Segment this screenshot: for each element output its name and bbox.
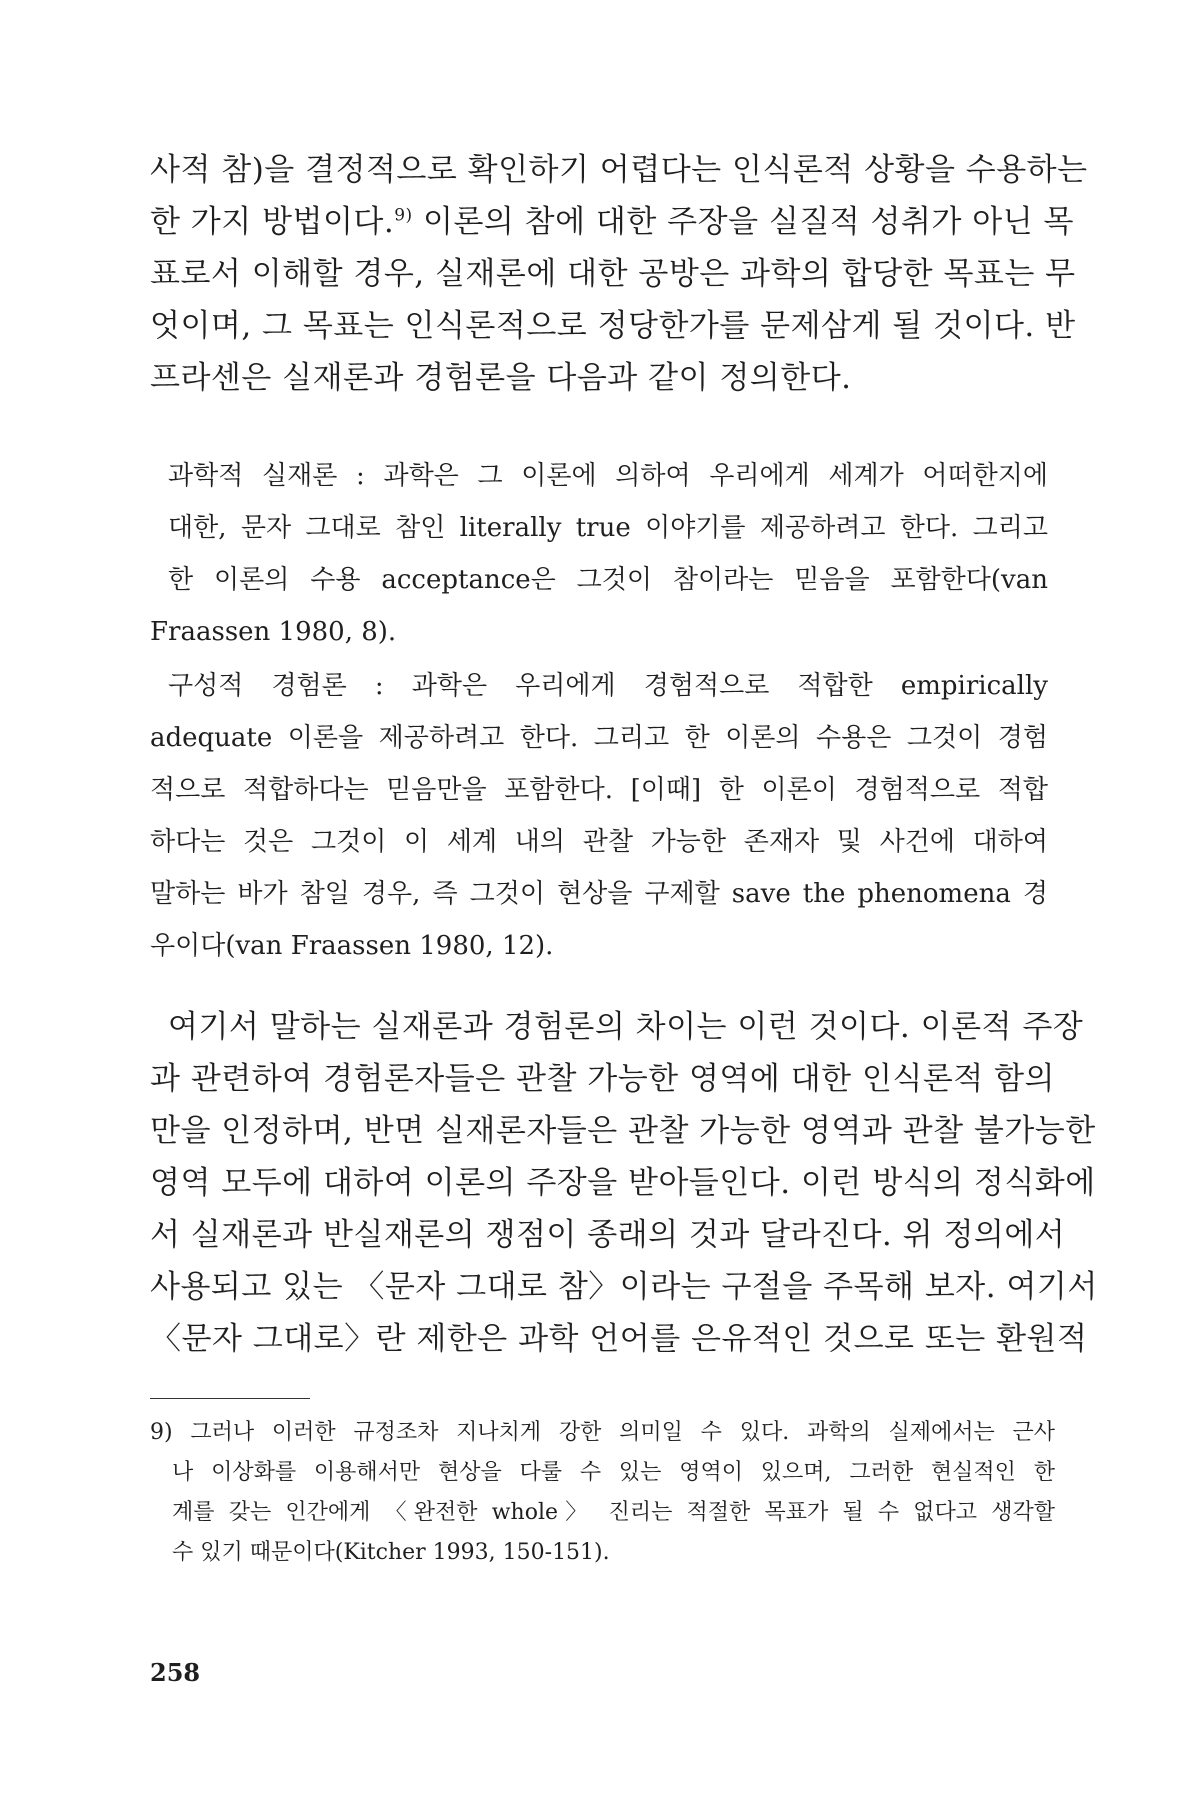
page-number: 258 [150, 1658, 201, 1687]
quote-line: 적으로 적합하다는 믿음만을 포함한다. [이때] 한 이론이 경험적으로 적합 [150, 775, 1048, 805]
footnote-ref: 9) [394, 205, 413, 226]
footnote-line: 수 있기 때문이다(Kitcher 1993, 150-151). [172, 1540, 610, 1565]
text-line: 서 실재론과 반실재론의 쟁점이 종래의 것과 달라진다. 위 정의에서 [150, 1217, 1066, 1253]
text-span: 이론의 참에 대한 주장을 실질적 성취가 아닌 목 [412, 204, 1074, 240]
footnote-divider [150, 1398, 310, 1399]
quote-line: 말하는 바가 참일 경우, 즉 그것이 현상을 구제할 save the phenomena 경 [150, 879, 1048, 909]
footnote-line: 9) 그러나 이러한 규정조차 지나치게 강한 의미일 수 있다. 과학의 실제에서는 근사 [150, 1420, 1055, 1445]
quote-line: Fraassen 1980, 8). [150, 617, 397, 647]
quote-line: adequate 이론을 제공하려고 한다. 그리고 한 이론의 수용은 그것이 경험 [150, 723, 1048, 753]
footnote-line: 나 이상화를 이용해서만 현상을 다룰 수 있는 영역이 있으며, 그러한 현실적인 한 [172, 1460, 1055, 1485]
text-line [150, 202, 1074, 242]
text-line: 엇이며, 그 목표는 인식론적으로 정당한가를 문제삼게 될 것이다. 반 [150, 308, 1076, 344]
text-line: 사적 참)을 결정적으로 확인하기 어렵다는 인식론적 상황을 수용하는 [150, 152, 1088, 188]
text-line: 만을 인정하며, 반면 실재론자들은 관찰 가능한 영역과 관찰 불가능한 [150, 1113, 1096, 1149]
quote-line: 우이다(van Fraassen 1980, 12). [150, 931, 554, 961]
text-line: 표로서 이해할 경우, 실재론에 대한 공방은 과학의 합당한 목표는 무 [150, 256, 1076, 292]
text-line: 과 관련하여 경험론자들은 관찰 가능한 영역에 대한 인식론적 함의 [150, 1061, 1055, 1097]
quote-line: 구성적 경험론 : 과학은 우리에게 경험적으로 적합한 empirically [168, 671, 1048, 701]
quote-line: 과학적 실재론 : 과학은 그 이론에 의하여 우리에게 세계가 어떠한지에 [168, 461, 1048, 491]
text-line: 프라센은 실재론과 경험론을 다음과 같이 정의한다. [150, 360, 852, 396]
text-line: 여기서 말하는 실재론과 경험론의 차이는 이런 것이다. 이론적 주장 [168, 1009, 1084, 1045]
quote-line: 대한, 문자 그대로 참인 literally true 이야기를 제공하려고 한다. 그리고 [168, 513, 1048, 543]
quote-line: 하다는 것은 그것이 이 세계 내의 관찰 가능한 존재자 및 사건에 대하여 [150, 827, 1048, 857]
text-line: 〈문자 그대로〉란 제한은 과학 언어를 은유적인 것으로 또는 환원적 [150, 1321, 1088, 1357]
text-span: 한 가지 방법이다. [150, 204, 395, 240]
quote-line: 한 이론의 수용 acceptance은 그것이 참이라는 믿음을 포함한다(van [168, 565, 1048, 595]
text-line: 사용되고 있는 〈문자 그대로 참〉이라는 구절을 주목해 보자. 여기서 [150, 1269, 1098, 1305]
text-line: 영역 모두에 대하여 이론의 주장을 받아들인다. 이런 방식의 정식화에 [150, 1165, 1096, 1201]
footnote-line: 계를 갖는 인간에게 〈완전한 whole〉 진리는 적절한 목표가 될 수 없다고 생각할 [172, 1500, 1055, 1525]
